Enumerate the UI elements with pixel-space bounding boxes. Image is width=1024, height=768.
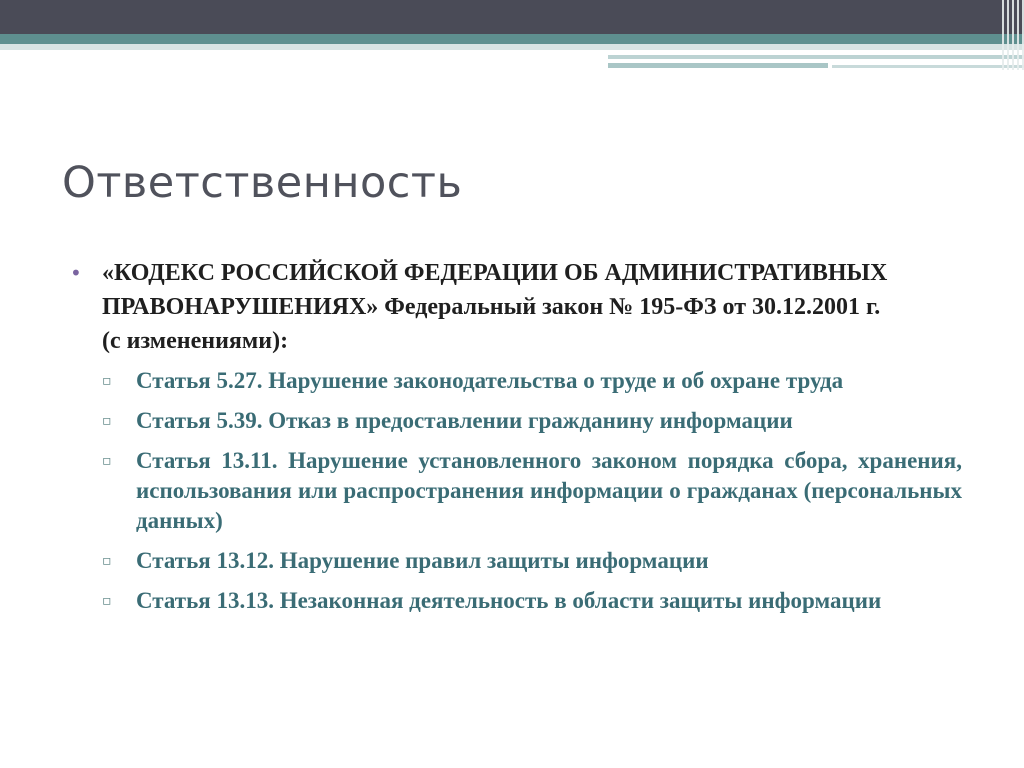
sub-list xyxy=(102,366,970,616)
main-item-text: «КОДЕКС РОССИЙСКОЙ ФЕДЕРАЦИИ ОБ АДМИНИСТРАТИВНЫХ ПРАВОНАРУШЕНИЯХ» Федеральный закон № 195-ФЗ от 30.12.2001 г. (с изменениями): xyxy=(102,260,888,354)
square-bullet-icon: ▫ xyxy=(102,373,112,389)
square-bullet-icon: ▫ xyxy=(102,413,112,429)
sub-item-text: Статья 5.27. Нарушение законодательства о труде и об охране труда xyxy=(136,368,844,393)
square-bullet-icon: ▫ xyxy=(102,453,112,469)
sub-list-item xyxy=(102,366,970,396)
bullet-dot-icon: • xyxy=(70,261,82,285)
decor-bar-1 xyxy=(608,55,1024,59)
sub-item-text: Статья 13.12. Нарушение правил защиты информации xyxy=(136,548,709,573)
decor-bar-2 xyxy=(608,63,828,68)
sub-list-item xyxy=(102,446,970,536)
slide-title: Ответственность xyxy=(62,158,463,208)
main-list-item xyxy=(70,256,970,358)
sub-item-text: Статья 5.39. Отказ в предоставлении гражданину информации xyxy=(136,408,793,433)
sub-item-text: Статья 13.13. Незаконная деятельность в области защиты информации xyxy=(136,588,882,613)
sub-list-item xyxy=(102,586,970,616)
header-accent-stripe xyxy=(0,34,1024,44)
square-bullet-icon: ▫ xyxy=(102,593,112,609)
header-band xyxy=(0,0,1024,34)
sub-list-item xyxy=(102,406,970,436)
square-bullet-icon: ▫ xyxy=(102,553,112,569)
slide-content xyxy=(70,256,970,626)
sub-item-text: Статья 13.11. Нарушение установленного законом порядка сбора, хранения, использования или распространения информации о гражданах (персональных данных) xyxy=(136,448,962,533)
sub-list-item xyxy=(102,546,970,576)
header-pale-stripe xyxy=(0,44,1024,50)
decor-vertical-lines xyxy=(990,0,1024,70)
